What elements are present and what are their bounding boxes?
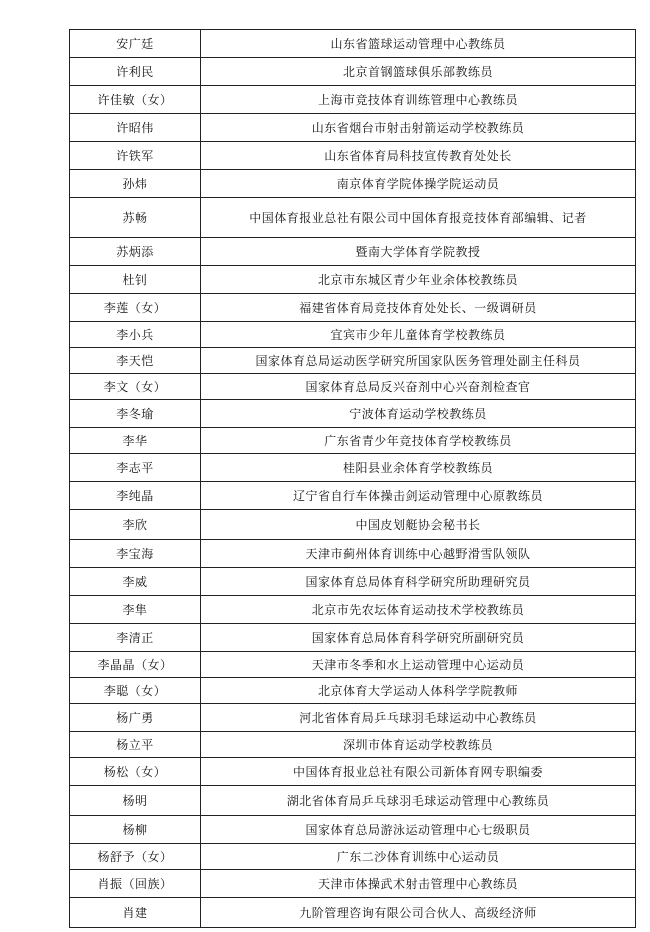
title-cell: 福建省体育局竞技体育处处长、一级调研员	[201, 294, 636, 322]
name-cell: 李冬瑜	[70, 400, 201, 428]
name-cell: 杨立平	[70, 732, 201, 758]
table-row	[70, 266, 636, 294]
name-cell: 李威	[70, 568, 201, 596]
title-cell: 山东省烟台市射击射箭运动学校教练员	[201, 114, 636, 142]
table-row	[70, 678, 636, 704]
name-cell: 许佳敏（女）	[70, 86, 201, 114]
table-row	[70, 898, 636, 928]
title-cell: 深圳市体育运动学校教练员	[201, 732, 636, 758]
table-row	[70, 652, 636, 678]
name-cell: 李志平	[70, 454, 201, 482]
table-row	[70, 198, 636, 238]
table-row	[70, 596, 636, 624]
title-cell: 中国体育报业总社有限公司新体育网专职编委	[201, 758, 636, 786]
name-cell: 肖振（回族）	[70, 870, 201, 898]
table-row	[70, 568, 636, 596]
table-row	[70, 540, 636, 568]
table-row	[70, 786, 636, 816]
name-cell: 杨松（女）	[70, 758, 201, 786]
name-cell: 李聪（女）	[70, 678, 201, 704]
title-cell: 中国皮划艇协会秘书长	[201, 510, 636, 540]
title-cell: 国家体育总局反兴奋剂中心兴奋剂检查官	[201, 374, 636, 400]
title-cell: 国家体育总局游泳运动管理中心七级职员	[201, 816, 636, 844]
name-cell: 李欣	[70, 510, 201, 540]
name-cell: 肖建	[70, 898, 201, 928]
table-row	[70, 170, 636, 198]
title-cell: 暨南大学体育学院教授	[201, 238, 636, 266]
roster-table-body	[70, 30, 636, 928]
table-row	[70, 400, 636, 428]
table-row	[70, 114, 636, 142]
table-row	[70, 428, 636, 454]
name-cell: 李莲（女）	[70, 294, 201, 322]
name-cell: 李华	[70, 428, 201, 454]
title-cell: 南京体育学院体操学院运动员	[201, 170, 636, 198]
name-cell: 孙炜	[70, 170, 201, 198]
title-cell: 北京体育大学运动人体科学学院教师	[201, 678, 636, 704]
table-row	[70, 294, 636, 322]
title-cell: 北京市先农坛体育运动技术学校教练员	[201, 596, 636, 624]
table-row	[70, 58, 636, 86]
roster-table	[69, 29, 636, 928]
title-cell: 中国体育报业总社有限公司中国体育报竞技体育部编辑、记者	[201, 198, 636, 238]
table-row	[70, 510, 636, 540]
name-cell: 李天恺	[70, 348, 201, 374]
table-row	[70, 374, 636, 400]
table-row	[70, 870, 636, 898]
title-cell: 北京首钢篮球俱乐部教练员	[201, 58, 636, 86]
table-row	[70, 348, 636, 374]
table-row	[70, 844, 636, 870]
table-row	[70, 758, 636, 786]
name-cell: 李文（女）	[70, 374, 201, 400]
table-row	[70, 624, 636, 652]
table-row	[70, 30, 636, 58]
title-cell: 天津市蓟州体育训练中心越野滑雪队领队	[201, 540, 636, 568]
title-cell: 北京市东城区青少年业余体校教练员	[201, 266, 636, 294]
name-cell: 李纯晶	[70, 482, 201, 510]
table-row	[70, 482, 636, 510]
name-cell: 杨柳	[70, 816, 201, 844]
title-cell: 上海市竞技体育训练管理中心教练员	[201, 86, 636, 114]
name-cell: 许昭伟	[70, 114, 201, 142]
name-cell: 李晶晶（女）	[70, 652, 201, 678]
title-cell: 山东省篮球运动管理中心教练员	[201, 30, 636, 58]
table-row	[70, 238, 636, 266]
name-cell: 安广廷	[70, 30, 201, 58]
table-row	[70, 142, 636, 170]
table-row	[70, 86, 636, 114]
title-cell: 山东省体育局科技宣传教育处处长	[201, 142, 636, 170]
title-cell: 九阶管理咨询有限公司合伙人、高级经济师	[201, 898, 636, 928]
table-row	[70, 704, 636, 732]
title-cell: 广东省青少年竞技体育学校教练员	[201, 428, 636, 454]
table-row	[70, 732, 636, 758]
name-cell: 李清正	[70, 624, 201, 652]
table-row	[70, 454, 636, 482]
title-cell: 天津市体操武术射击管理中心教练员	[201, 870, 636, 898]
name-cell: 李隼	[70, 596, 201, 624]
title-cell: 湖北省体育局乒乓球羽毛球运动管理中心教练员	[201, 786, 636, 816]
name-cell: 杨舒予（女）	[70, 844, 201, 870]
name-cell: 苏畅	[70, 198, 201, 238]
title-cell: 天津市冬季和水上运动管理中心运动员	[201, 652, 636, 678]
title-cell: 桂阳县业余体育学校教练员	[201, 454, 636, 482]
table-row	[70, 816, 636, 844]
title-cell: 国家体育总局运动医学研究所国家队医务管理处副主任科员	[201, 348, 636, 374]
title-cell: 辽宁省自行车体操击剑运动管理中心原教练员	[201, 482, 636, 510]
name-cell: 李宝海	[70, 540, 201, 568]
name-cell: 杨广勇	[70, 704, 201, 732]
title-cell: 广东二沙体育训练中心运动员	[201, 844, 636, 870]
title-cell: 宁波体育运动学校教练员	[201, 400, 636, 428]
name-cell: 杜钊	[70, 266, 201, 294]
name-cell: 杨明	[70, 786, 201, 816]
title-cell: 河北省体育局乒乓球羽毛球运动中心教练员	[201, 704, 636, 732]
name-cell: 李小兵	[70, 322, 201, 348]
name-cell: 许利民	[70, 58, 201, 86]
title-cell: 宜宾市少年儿童体育学校教练员	[201, 322, 636, 348]
name-cell: 许铁军	[70, 142, 201, 170]
title-cell: 国家体育总局体育科学研究所副研究员	[201, 624, 636, 652]
title-cell: 国家体育总局体育科学研究所助理研究员	[201, 568, 636, 596]
table-row	[70, 322, 636, 348]
name-cell: 苏炳添	[70, 238, 201, 266]
